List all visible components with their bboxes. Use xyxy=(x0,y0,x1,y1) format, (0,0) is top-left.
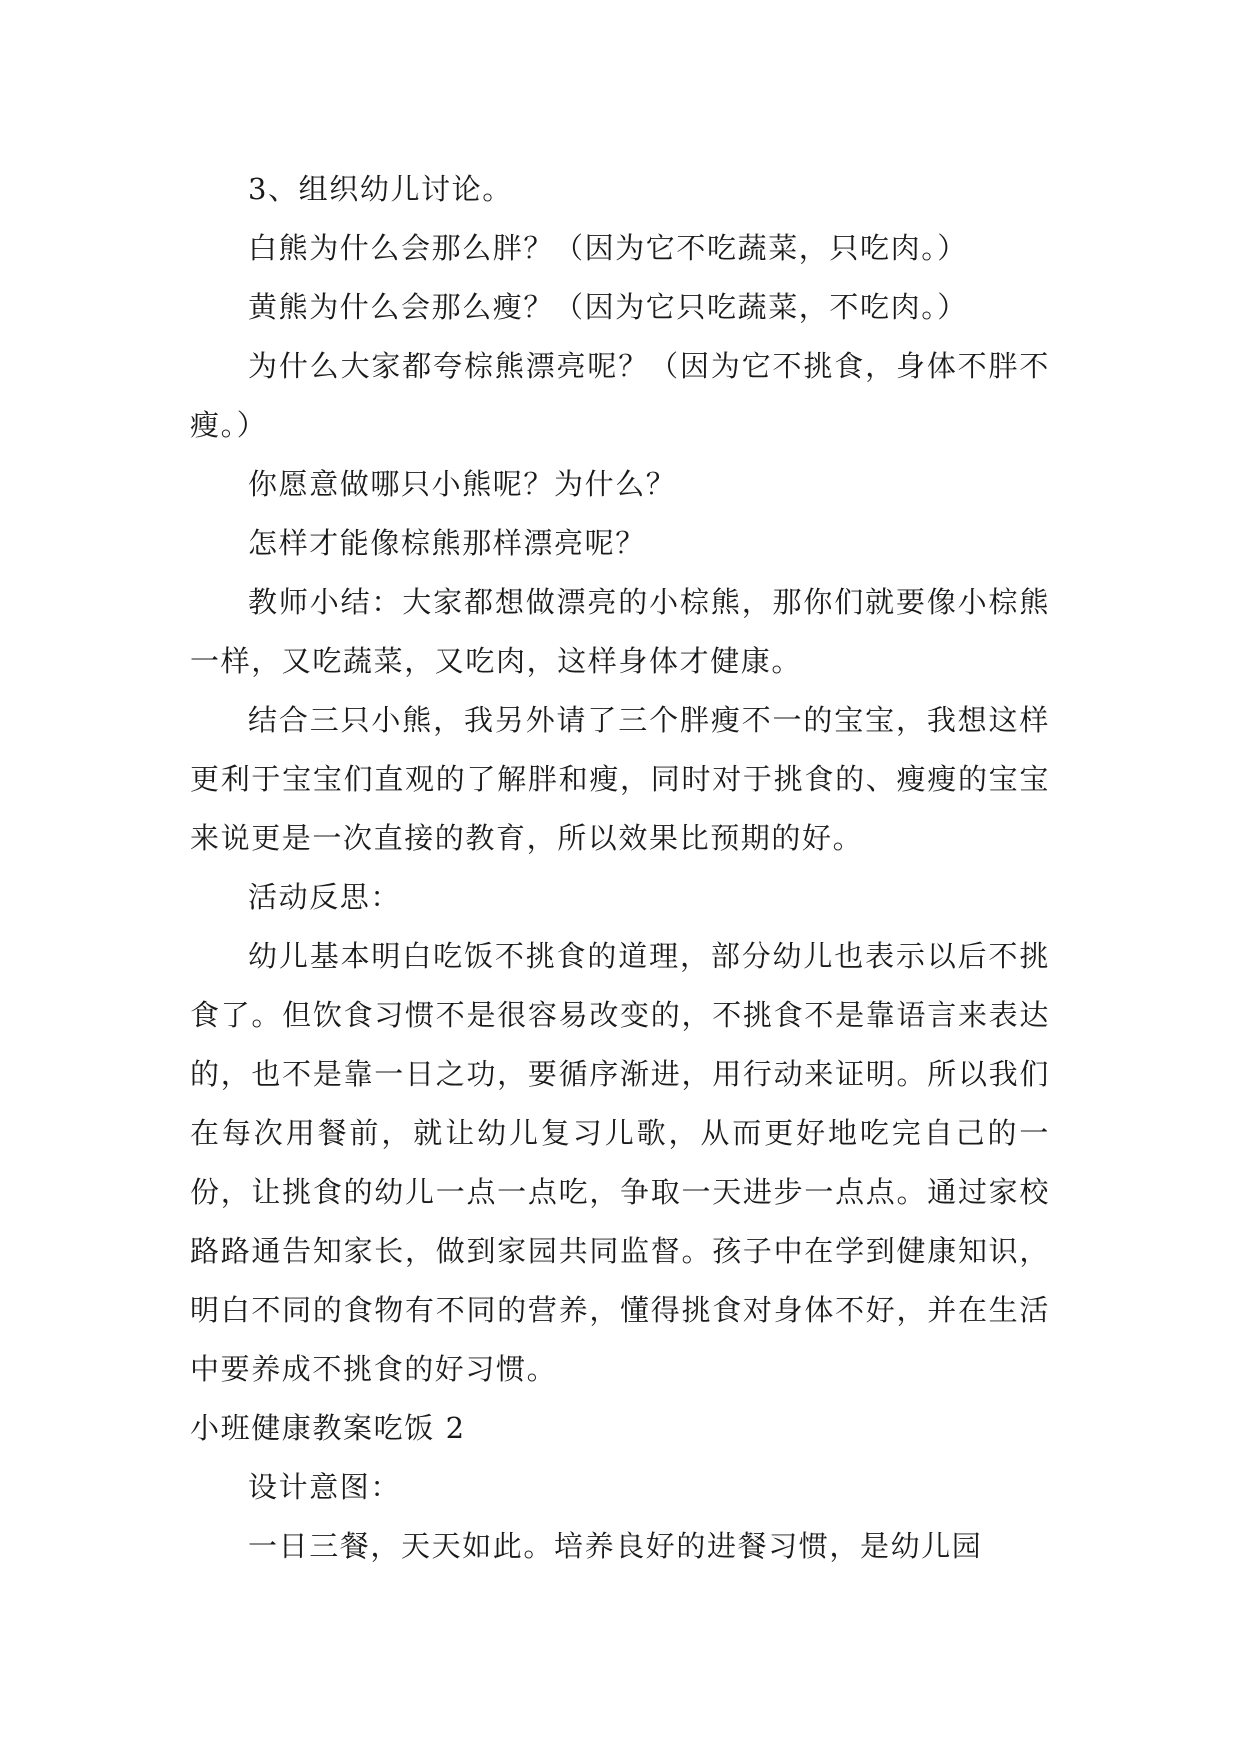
paragraph: 3、组织幼儿讨论。 xyxy=(248,172,513,206)
paragraph: 黄熊为什么会那么瘦？（因为它只吃蔬菜，不吃肉。） xyxy=(248,290,968,324)
section-heading: 小班健康教案吃饭 2 xyxy=(190,1411,466,1445)
paragraph: 活动反思： xyxy=(248,880,402,914)
paragraph: 为什么大家都夸棕熊漂亮呢？（因为它不挑食，身体不胖不瘦。） xyxy=(190,349,1050,442)
paragraph: 白熊为什么会那么胖？（因为它不吃蔬菜，只吃肉。） xyxy=(248,231,968,265)
paragraph: 结合三只小熊，我另外请了三个胖瘦不一的宝宝，我想这样更利于宝宝们直观的了解胖和瘦，同时对于挑食的、瘦瘦的宝宝来说更是一次直接的教育，所以效果比预期的好。 xyxy=(190,703,1050,855)
paragraph: 幼儿基本明白吃饭不挑食的道理，部分幼儿也表示以后不挑食了。但饮食习惯不是很容易改变的，不挑食不是靠语言来表达的，也不是靠一日之功，要循序渐进，用行动来证明。所以我们在每次用餐前，就让幼儿复习儿歌，从而更好地吃完自己的一份，让挑食的幼儿一点一点吃，争取一天进步一点点。通过家校路路通告知家长，做到家园共同监督。孩子中在学到健康知识，明白不同的食物有不同的营养，懂得挑食对身体不好，并在生活中要养成不挑食的好习惯。 xyxy=(190,939,1050,1386)
paragraph: 一日三餐，天天如此。培养良好的进餐习惯，是幼儿园 xyxy=(248,1529,983,1563)
paragraph: 设计意图： xyxy=(248,1470,402,1504)
paragraph: 你愿意做哪只小熊呢？为什么？ xyxy=(248,467,677,501)
paragraph: 教师小结：大家都想做漂亮的小棕熊，那你们就要像小棕熊一样，又吃蔬菜，又吃肉，这样身体才健康。 xyxy=(190,585,1050,678)
document-body xyxy=(190,160,1050,1576)
paragraph: 怎样才能像棕熊那样漂亮呢？ xyxy=(248,526,646,560)
